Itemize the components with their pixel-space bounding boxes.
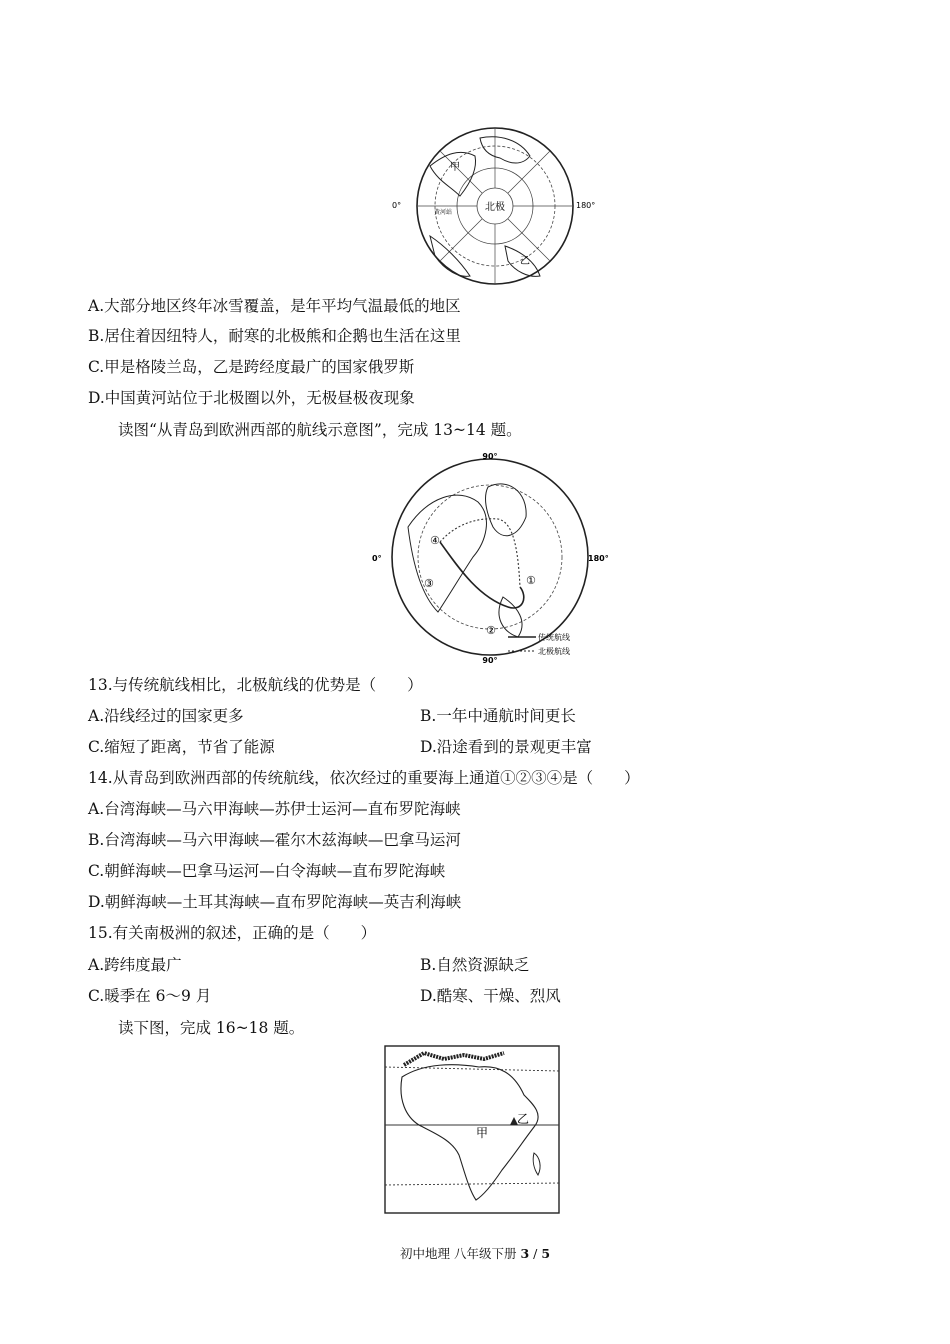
- q13-option-b: B.一年中通航时间更长: [420, 707, 576, 725]
- jia-label: 甲: [450, 162, 460, 173]
- footer-text: 初中地理 八年级下册: [399, 1246, 517, 1261]
- marker-1: ①: [526, 574, 536, 587]
- q15-option-c: C.暖季在 6～9 月: [88, 987, 212, 1005]
- q13-option-a: A.沿线经过的国家更多: [88, 707, 244, 725]
- q15-option-a: A.跨纬度最广: [88, 956, 182, 974]
- page-footer: [0, 1244, 950, 1262]
- q15-option-d: D.酷寒、干燥、烈风: [420, 987, 561, 1005]
- yi-label: 乙: [517, 1112, 530, 1126]
- q12-option-a: A.大部分地区终年冰雪覆盖，是年平均气温最低的地区: [88, 297, 461, 315]
- q13-stem: 13.与传统航线相比，北极航线的优势是（ ）: [88, 676, 423, 694]
- q13-option-c: C.缩短了距离，节省了能源: [88, 738, 275, 756]
- footer-total: 5: [541, 1246, 551, 1261]
- q12-option-c: C.甲是格陵兰岛，乙是跨经度最广的国家俄罗斯: [88, 358, 415, 376]
- left-lon-label: 0°: [372, 554, 382, 563]
- figure-route-map: [368, 447, 618, 665]
- q15-stem: 15.有关南极洲的叙述，正确的是（ ）: [88, 924, 377, 942]
- lon-0-label: 0°: [392, 201, 402, 210]
- station-label: 黄河站: [434, 209, 453, 216]
- arctic-map-svg: [390, 126, 600, 291]
- yi-label: 乙: [520, 256, 530, 267]
- bottom-lat-label: 90°: [482, 656, 498, 665]
- lon-180-label: 180°: [576, 201, 596, 210]
- africa-map-svg: [384, 1045, 560, 1215]
- footer-sep: /: [529, 1246, 542, 1261]
- north-pole-label: 北极: [485, 202, 505, 213]
- q14-option-c: C.朝鲜海峡—巴拿马运河—白令海峡—直布罗陀海峡: [88, 862, 446, 880]
- top-lat-label: 90°: [482, 452, 498, 461]
- jia-label: 甲: [476, 1126, 489, 1140]
- right-lon-label: 180°: [588, 554, 609, 563]
- q14-option-a: A.台湾海峡—马六甲海峡—苏伊士运河—直布罗陀海峡: [88, 800, 461, 818]
- marker-3: ③: [424, 577, 434, 590]
- q12-option-b: B.居住着因纽特人，耐寒的北极熊和企鹅也生活在这里: [88, 327, 461, 345]
- legend-traditional: 传统航线: [538, 633, 570, 642]
- marker-4: ④: [430, 534, 440, 547]
- figure-africa-map: [384, 1045, 560, 1215]
- q13-option-d: D.沿途看到的景观更丰富: [420, 738, 592, 756]
- marker-2: ②: [486, 624, 496, 637]
- q14-stem: 14.从青岛到欧洲西部的传统航线，依次经过的重要海上通道①②③④是（ ）: [88, 769, 640, 787]
- figure-arctic-map: [390, 126, 600, 291]
- q12-option-d: D.中国黄河站位于北极圈以外，无极昼极夜现象: [88, 389, 415, 407]
- q15-option-b: B.自然资源缺乏: [420, 956, 530, 974]
- footer-page: 3: [520, 1246, 530, 1261]
- intro-16-18: 读下图，完成 16~18 题。: [118, 1019, 305, 1037]
- q14-option-d: D.朝鲜海峡—土耳其海峡—直布罗陀海峡—英吉利海峡: [88, 893, 462, 911]
- legend-arctic: 北极航线: [538, 647, 570, 656]
- intro-13-14: 读图“从青岛到欧洲西部的航线示意图”，完成 13~14 题。: [118, 421, 522, 439]
- q14-option-b: B.台湾海峡—马六甲海峡—霍尔木兹海峡—巴拿马运河: [88, 831, 461, 849]
- route-map-svg: [368, 447, 618, 665]
